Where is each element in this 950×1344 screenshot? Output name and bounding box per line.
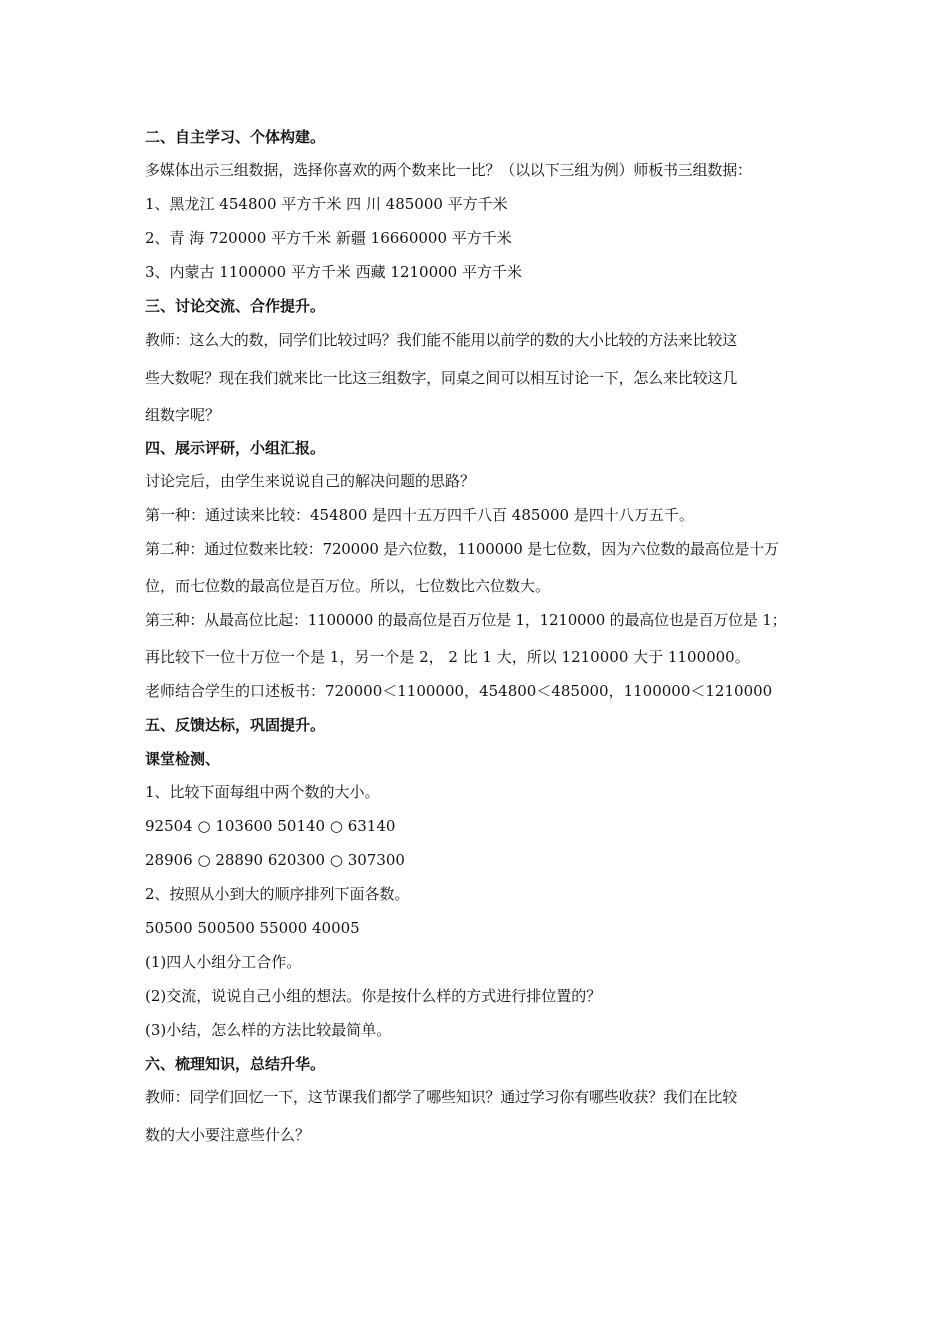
section-4-heading: 四、展示评研，小组汇报。: [145, 439, 326, 457]
exercise-2-prompt: 2、按照从小到大的顺序排列下面各数。: [145, 885, 410, 903]
exercise-2-step-2: (2)交流，说说自己小组的想法。你是按什么样的方式进行排位置的？: [145, 987, 602, 1005]
section-5-heading: 五、反馈达标，巩固提升。: [145, 716, 326, 734]
exercise-2-step-1: (1)四人小组分工合作。: [145, 953, 302, 971]
data-line-2: 2、青 海 720000 平方千米 新疆 16660000 平方千米: [145, 229, 512, 247]
section-4-paragraph-1: 讨论完后，由学生来说说自己的解决问题的思路？: [145, 472, 476, 490]
section-6-heading: 六、梳理知识，总结升华。: [145, 1055, 326, 1073]
section-4-board-summary: 老师结合学生的口述板书：720000＜1100000，454800＜485000，1100000＜1210000: [145, 682, 773, 700]
section-3-paragraph-line-1: 教师：这么大的数，同学们比较过吗？我们能不能用以前学的数的大小比较的方法来比较这: [145, 331, 738, 349]
section-3-paragraph-line-3: 组数字呢？: [145, 406, 221, 424]
section-6-paragraph-line-2: 数的大小要注意些什么？: [145, 1126, 311, 1144]
section-6-paragraph-line-1: 教师：同学们回忆一下，这节课我们都学了哪些知识？通过学习你有哪些收获？我们在比较: [145, 1088, 738, 1106]
exercise-1-prompt: 1、比较下面每组中两个数的大小。: [145, 783, 380, 801]
data-line-1: 1、黑龙江 454800 平方千米 四 川 485000 平方千米: [145, 195, 508, 213]
exercise-2-numbers: 50500 500500 55000 40005: [145, 919, 360, 937]
exercise-1-row-1: 92504 ○ 103600 50140 ○ 63140: [145, 817, 396, 835]
section-4-method-1: 第一种：通过读来比较：454800 是四十五万四千八百 485000 是四十八万五千。: [145, 506, 694, 524]
section-4-method-3-line-2: 再比较下一位十万位一个是 1，另一个是 2， 2 比 1 大，所以 1210000 大于 1100000。: [145, 648, 750, 666]
section-5-subheading: 课堂检测、: [145, 750, 221, 768]
section-4-method-2-line-2: 位，而七位数的最高位是百万位。所以，七位数比六位数大。: [145, 577, 551, 595]
data-line-3: 3、内蒙古 1100000 平方千米 西藏 1210000 平方千米: [145, 263, 522, 281]
section-2-paragraph: 多媒体出示三组数据，选择你喜欢的两个数来比一比？（以以下三组为例）师板书三组数据：: [145, 161, 752, 179]
section-3-heading: 三、讨论交流、合作提升。: [145, 297, 326, 315]
section-3-paragraph-line-2: 些大数呢？现在我们就来比一比这三组数字，同桌之间可以相互讨论一下，怎么来比较这几: [145, 369, 738, 387]
section-2-heading: 二、自主学习、个体构建。: [145, 128, 326, 146]
exercise-2-step-3: (3)小结，怎么样的方法比较最简单。: [145, 1021, 392, 1039]
exercise-1-row-2: 28906 ○ 28890 620300 ○ 307300: [145, 851, 405, 869]
section-4-method-3-line-1: 第三种：从最高位比起：1100000 的最高位是百万位是 1，1210000 的最高位也是百万位是 1；: [145, 611, 787, 629]
section-4-method-2-line-1: 第二种：通过位数来比较：720000 是六位数，1100000 是七位数，因为六位数的最高位是十万: [145, 540, 779, 558]
